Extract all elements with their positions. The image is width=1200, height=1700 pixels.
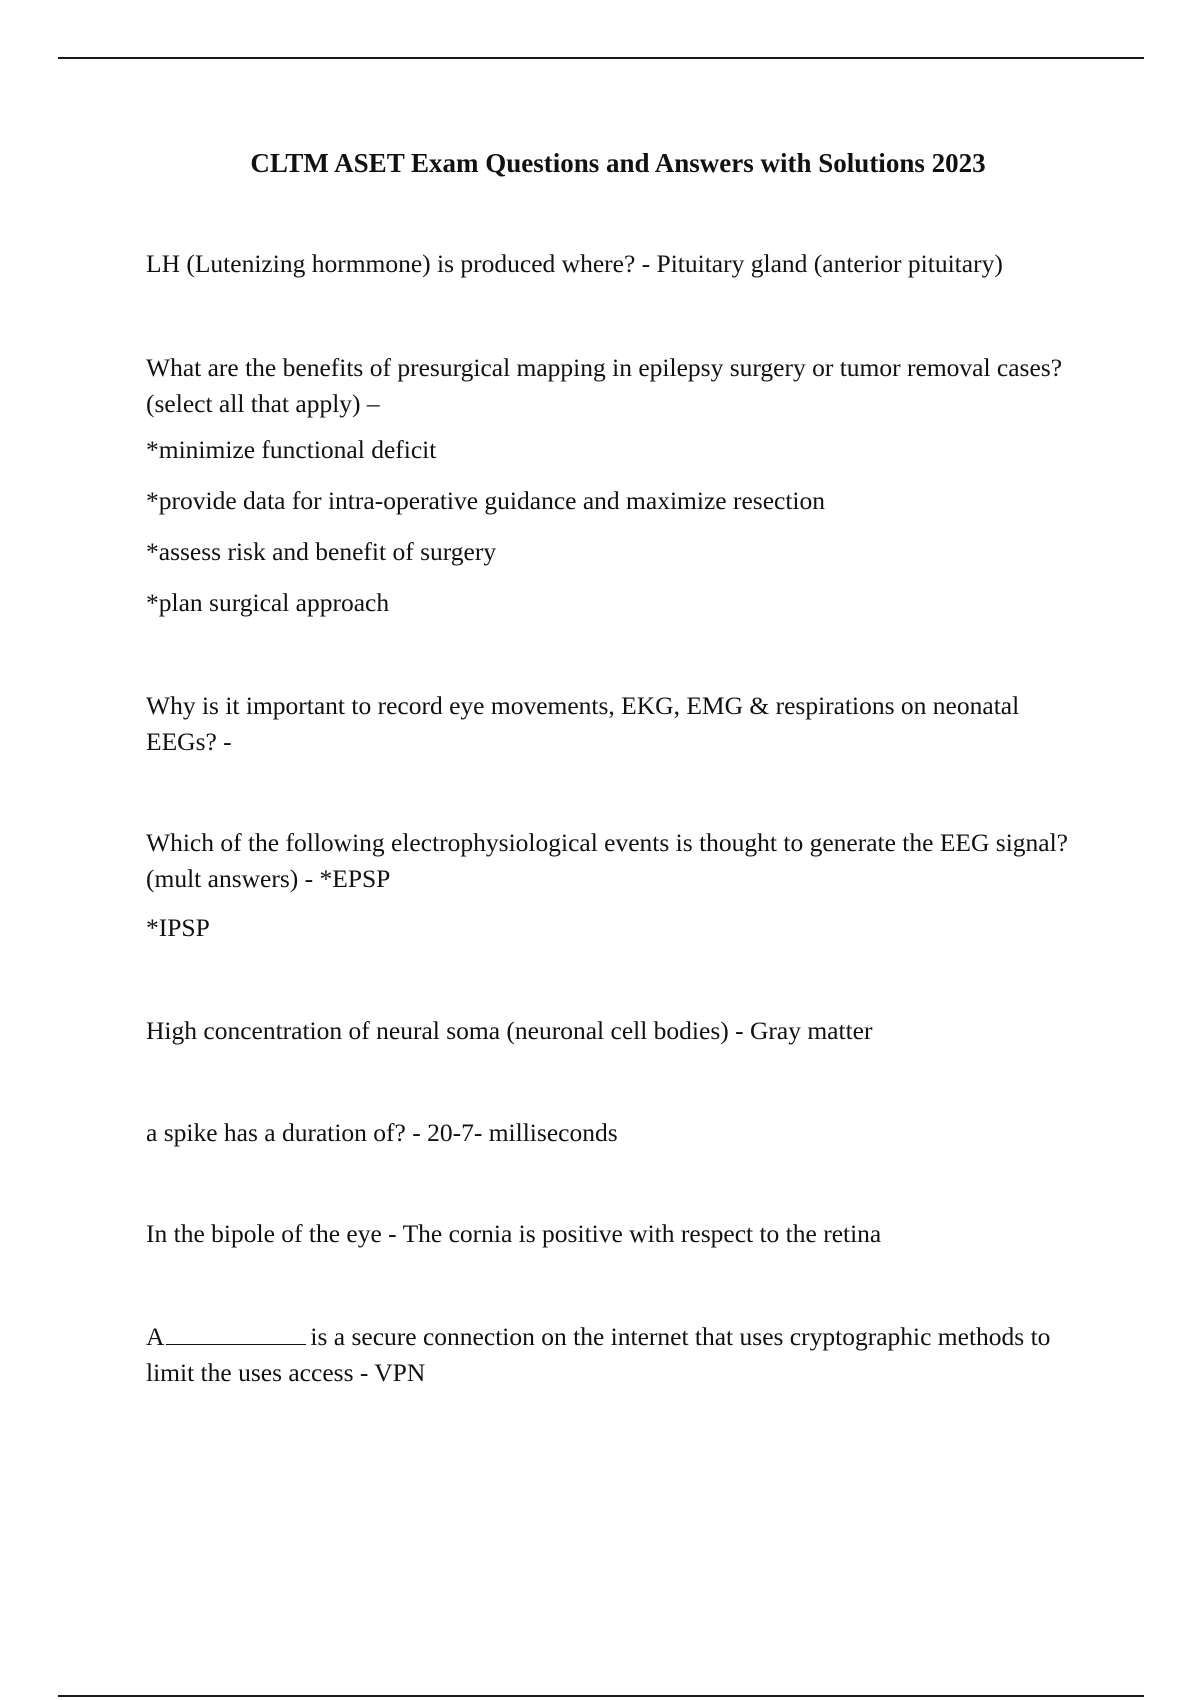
qa-text: High concentration of neural soma (neuronal cell bodies) - Gray matter (146, 1016, 873, 1045)
qa-text: What are the benefits of presurgical mapping in epilepsy surgery or tumor removal cases? (select all that apply) – (146, 353, 1063, 418)
answer-item: *provide data for intra-operative guidance and maximize resection (146, 486, 825, 515)
qa-text: a spike has a duration of? - 20-7- milliseconds (146, 1118, 618, 1147)
qa-text: Which of the following electrophysiological events is thought to generate the EEG signal? (mult answers) - *EPSP (146, 828, 1068, 893)
answer-item: *assess risk and benefit of surgery (146, 537, 497, 566)
answer-item: *IPSP (146, 913, 210, 942)
qa-text: is a secure connection on the internet that uses cryptographic methods to limit the uses access - VPN (146, 1322, 1051, 1387)
document-title: CLTM ASET Exam Questions and Answers with Solutions 2023 (250, 148, 986, 178)
qa-entry-eeg-signal-generation (146, 825, 1096, 946)
qa-entry-eye-bipole (146, 1216, 1096, 1252)
qa-entry-presurgical-mapping (146, 350, 1096, 621)
fill-in-blank (166, 1320, 306, 1345)
qa-text: In the bipole of the eye - The cornia is positive with respect to the retina (146, 1219, 882, 1248)
qa-text: LH (Lutenizing hormmone) is produced where? - Pituitary gland (anterior pituitary) (146, 249, 1003, 278)
qa-entry-spike-duration (146, 1115, 1096, 1151)
qa-entry-gray-matter (146, 1013, 1096, 1049)
document-body (146, 246, 1096, 1391)
answer-item: *minimize functional deficit (146, 435, 437, 464)
qa-text: Why is it important to record eye movements, EKG, EMG & respirations on neonatal EEGs? - (146, 691, 1020, 756)
qa-entry-neonatal-eeg (146, 688, 1096, 760)
qa-entry-lh-production (146, 246, 1096, 282)
qa-prefix: A (146, 1322, 165, 1351)
answer-item: *plan surgical approach (146, 588, 390, 617)
footer-rule (58, 1695, 1144, 1697)
qa-entry-vpn (146, 1319, 1096, 1391)
header-rule (58, 57, 1144, 59)
qa-text-with-blank (146, 1319, 1096, 1391)
